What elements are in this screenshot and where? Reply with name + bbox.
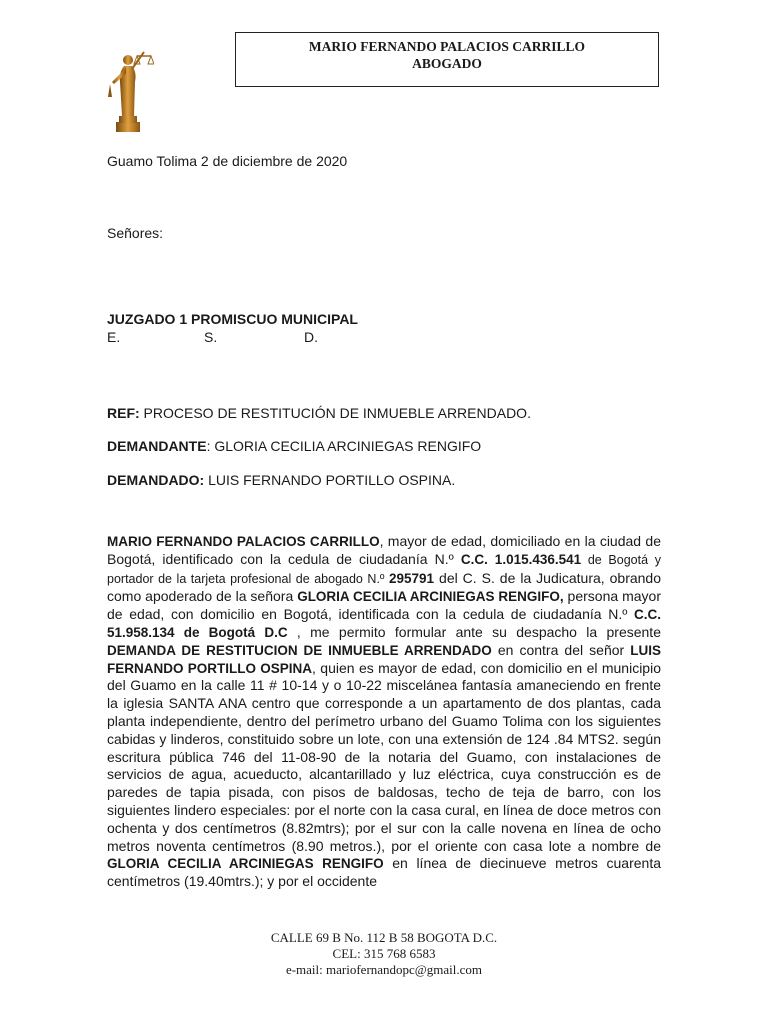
lawyer-title: ABOGADO (412, 56, 482, 71)
body-text-6: en contra del señor (491, 641, 631, 658)
esd-e: E. (107, 329, 121, 345)
footer-email: e-mail: mariofernandopc@gmail.com (285, 962, 483, 977)
date-line: Guamo Tolima 2 de diciembre de 2020 (107, 153, 348, 169)
body-text-3: del C. S. de la Judicatura, obrando como apoderado de la señora (107, 569, 661, 605)
plaintiff-label: DEMANDANTE (107, 438, 207, 454)
ref-label: REF: (107, 405, 140, 421)
body-text-2: de Bogotá y portador de la tarjeta profesional de abogado N.º (107, 552, 661, 586)
plaintiff-value: : GLORIA CECILIA ARCINIEGAS RENGIFO (206, 438, 482, 454)
ref-line (107, 404, 531, 422)
defendant-value: LUIS FERNANDO PORTILLO OSPINA. (204, 472, 456, 488)
court-name: JUZGADO 1 PROMISCUO MUNICIPAL (107, 311, 358, 327)
body-text-8: en línea de diecinueve metros cuarenta centímetros (19.40mtrs.); y por el occidente (107, 855, 661, 890)
ref-value: PROCESO DE RESTITUCIÓN DE INMUEBLE ARRENDADO. (139, 405, 531, 421)
footer-phone: CEL: 315 768 6583 (332, 946, 436, 961)
body-plaintiff-name: GLORIA CECILIA ARCINIEGAS RENGIFO, (297, 589, 564, 605)
body-lawyer-id: C.C. 1.015.436.541 (460, 551, 582, 567)
lawyer-name: MARIO FERNANDO PALACIOS CARRILLO (308, 39, 586, 54)
esd-s: S. (204, 329, 218, 345)
justice-statue-logo (104, 42, 154, 134)
body-owner-name: GLORIA CECILIA ARCINIEGAS RENGIFO (107, 856, 384, 872)
footer-address: CALLE 69 B No. 112 B 58 BOGOTA D.C. (270, 930, 498, 945)
body-text-7: , quien es mayor de edad, con domicilio en el municipio del Guamo en la calle 11 # 10-14 y o 10-22 miscelánea fantasía amaneciendo en frente la iglesia SANTA ANA centro que corresponde a un apartamento de dos plantas, cada planta independiente, dentro del perímetro urbano del Guamo Tolima con los siguientes cabidas y linderos, constituido sobre un lote, con una extensión de 124 .84 MTS2. según escritura pública 746 del 11-08-90 de la notaria del Guamo, con instalaciones de servicios de agua, acueducto, alcantarillado y luz eléctrica, cuya construcción es de paredes de tapia pisada, con pisos de baldosas, techo de teja de barro, con los siguientes lindero especiales: por el norte con la casa cural, en línea de doce metros con ochenta y dos centímetros (8.82mtrs); por el sur con la calle novena en línea de ocho metros noventa centímetros (8.90 metros.), por el oriente con casa lote a nombre de (107, 659, 661, 854)
esd-line (107, 328, 318, 346)
body-paragraph (107, 533, 661, 891)
esd-d: D. (304, 329, 318, 345)
body-text-4: persona mayor de edad, con domicilio en Bogotá, identificada con la cedula de ciudadanía N.º (107, 588, 661, 623)
body-lawyer-name: MARIO FERNANDO PALACIOS CARRILLO (107, 534, 380, 549)
defendant-line (107, 471, 455, 489)
body-defendant-name: LUIS FERNANDO PORTILLO OSPINA (107, 642, 661, 676)
body-demand-title: DEMANDA DE RESTITUCION DE INMUEBLE ARRENDADO (107, 642, 492, 658)
plaintiff-line (107, 437, 481, 455)
body-text-5: , me permito formular ante su despacho la presente (287, 623, 661, 640)
body-tp-number: 295791 (389, 570, 435, 586)
salutation: Señores: (107, 225, 164, 241)
letterhead-box (235, 32, 659, 87)
defendant-label: DEMANDADO: (107, 472, 205, 488)
body-plaintiff-id: C.C. 51.958.134 de Bogotá D.C (107, 607, 661, 640)
body-text-1: , mayor de edad, domiciliado en la ciudad de Bogotá, identificado con la cedula de ciudadanía N.º (107, 533, 661, 567)
